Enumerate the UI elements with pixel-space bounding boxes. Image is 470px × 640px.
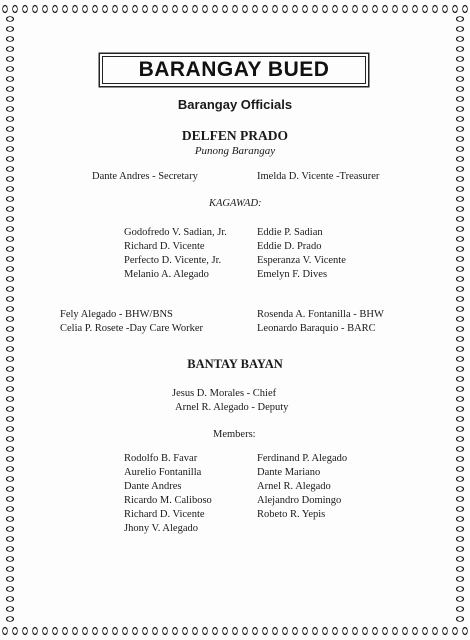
list-item: Godofredo V. Sadian, Jr. xyxy=(124,227,227,238)
list-item: Aurelio Fontanilla xyxy=(124,467,202,478)
kagawad-list-left xyxy=(124,226,227,282)
workers-list-right xyxy=(257,308,384,336)
decorative-border-bottom xyxy=(0,624,470,638)
treasurer-line: Imelda D. Vicente -Treasurer xyxy=(257,171,380,182)
document-title: BARANGAY BUED xyxy=(138,58,330,81)
bantay-bayan-chief: Jesus D. Morales - Chief xyxy=(172,388,277,399)
list-item: Ricardo M. Caliboso xyxy=(124,495,212,506)
members-list-right xyxy=(257,452,347,522)
list-item: Melanio A. Alegado xyxy=(124,269,209,280)
list-item: Celia P. Rosete -Day Care Worker xyxy=(60,323,204,334)
list-item: Richard D. Vicente xyxy=(124,241,205,252)
bantay-bayan-deputy: Arnel R. Alegado - Deputy xyxy=(175,402,289,413)
list-item: Eddie P. Sadian xyxy=(257,227,323,238)
list-item: Arnel R. Alegado xyxy=(257,481,331,492)
list-item: Eddie D. Prado xyxy=(257,241,322,252)
kagawad-heading: KAGAWAD: xyxy=(209,198,262,209)
list-item: Dante Mariano xyxy=(257,467,321,478)
list-item: Rosenda A. Fontanilla - BHW xyxy=(257,309,384,320)
list-item: Jhony V. Alegado xyxy=(124,523,198,534)
kagawad-list-right xyxy=(257,226,346,282)
list-item: Rodolfo B. Favar xyxy=(124,453,198,464)
list-item: Emelyn F. Dives xyxy=(257,269,328,280)
list-item: Leonardo Baraquio - BARC xyxy=(257,323,376,334)
list-item: Esperanza V. Vicente xyxy=(257,255,346,266)
document-subtitle: Barangay Officials xyxy=(177,97,293,112)
punong-barangay-title: Punong Barangay xyxy=(194,145,276,157)
bantay-bayan-heading: BANTAY BAYAN xyxy=(187,357,283,371)
list-item: Robeto R. Yepis xyxy=(257,509,326,520)
workers-list-left xyxy=(60,308,203,336)
punong-barangay-name: DELFEN PRADO xyxy=(181,128,289,143)
list-item: Alejandro Domingo xyxy=(257,495,342,506)
list-item: Fely Alegado - BHW/BNS xyxy=(60,309,173,320)
members-heading: Members: xyxy=(213,429,256,440)
title-box xyxy=(102,56,366,84)
members-list-left xyxy=(124,452,212,536)
decorative-border-top xyxy=(0,2,470,16)
secretary-line: Dante Andres - Secretary xyxy=(92,171,198,182)
list-item: Richard D. Vicente xyxy=(124,509,205,520)
list-item: Dante Andres xyxy=(124,481,182,492)
list-item: Perfecto D. Vicente, Jr. xyxy=(124,255,222,266)
list-item: Ferdinand P. Alegado xyxy=(257,453,348,464)
